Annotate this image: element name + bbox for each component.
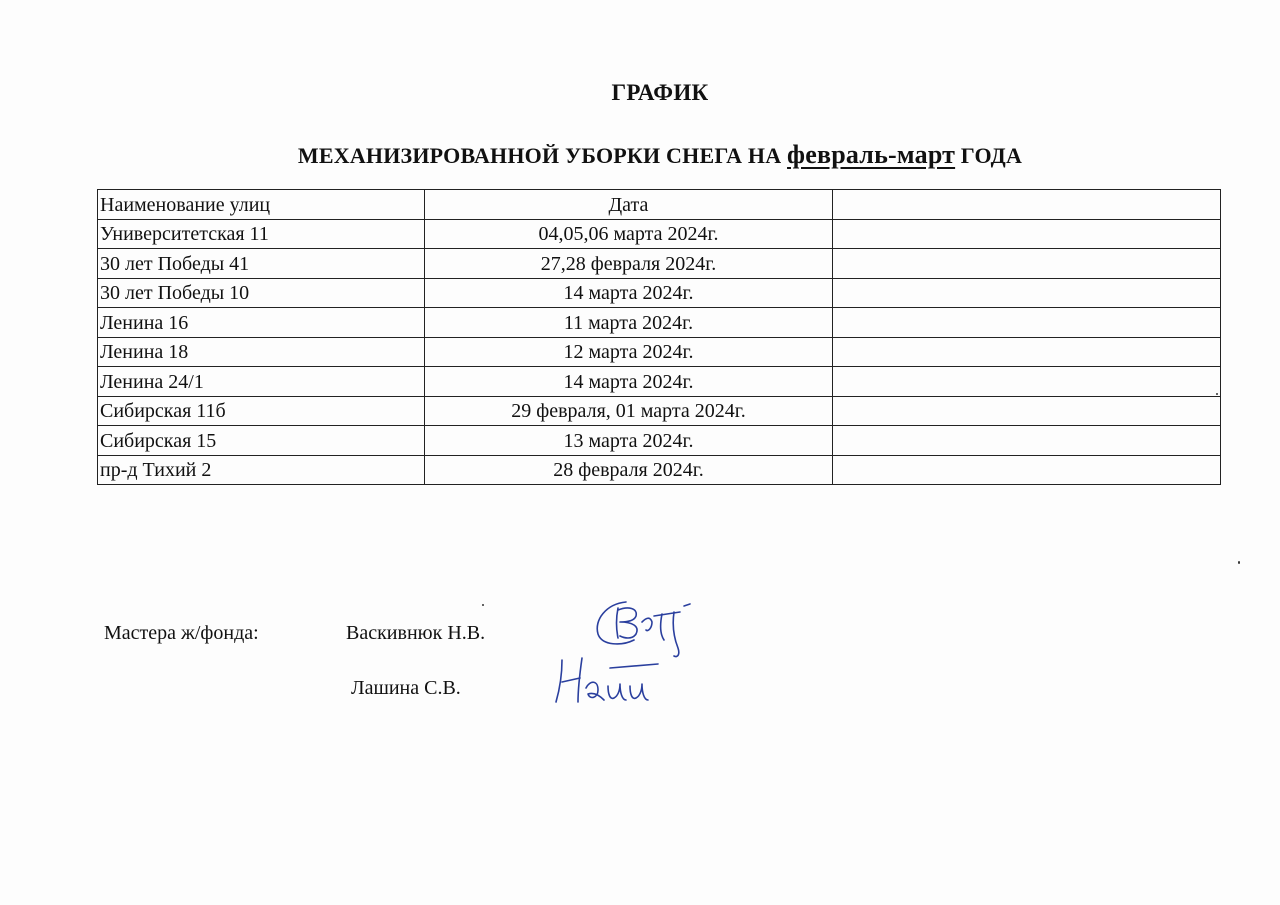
table-row bbox=[98, 337, 1221, 367]
street-cell: Университетская 11 bbox=[98, 219, 425, 249]
document-title: ГРАФИК bbox=[611, 80, 709, 105]
scan-speck bbox=[1216, 393, 1218, 395]
table-row bbox=[98, 278, 1221, 308]
signatures-label: Мастера ж/фонда: bbox=[104, 622, 259, 644]
extra-cell bbox=[833, 278, 1221, 308]
extra-cell bbox=[833, 455, 1221, 485]
table-header-row bbox=[98, 190, 1221, 220]
date-cell: 12 марта 2024г. bbox=[424, 337, 833, 367]
table-row bbox=[98, 308, 1221, 338]
date-cell: 04,05,06 марта 2024г. bbox=[424, 219, 833, 249]
date-cell: 29 февраля, 01 марта 2024г. bbox=[424, 396, 833, 426]
scan-speck bbox=[1238, 561, 1240, 564]
subtitle-prefix: МЕХАНИЗИРОВАННОЙ УБОРКИ СНЕГА НА bbox=[297, 143, 788, 168]
street-cell: Сибирская 15 bbox=[98, 426, 425, 456]
header-date: Дата bbox=[424, 190, 833, 220]
handwritten-signature-2 bbox=[548, 648, 668, 708]
extra-cell bbox=[833, 396, 1221, 426]
table-row bbox=[98, 455, 1221, 485]
date-cell: 28 февраля 2024г. bbox=[424, 455, 833, 485]
date-cell: 11 марта 2024г. bbox=[424, 308, 833, 338]
street-cell: 30 лет Победы 10 bbox=[98, 278, 425, 308]
table-row bbox=[98, 396, 1221, 426]
date-cell: 13 марта 2024г. bbox=[424, 426, 833, 456]
schedule-table bbox=[97, 189, 1221, 485]
extra-cell bbox=[833, 337, 1221, 367]
street-cell: Сибирская 11б bbox=[98, 396, 425, 426]
extra-cell bbox=[833, 367, 1221, 397]
extra-cell bbox=[833, 249, 1221, 279]
table-row bbox=[98, 426, 1221, 456]
table-row bbox=[98, 219, 1221, 249]
table-row bbox=[98, 249, 1221, 279]
signatory-name-1: Васкивнюк Н.В. bbox=[346, 622, 486, 644]
signatory-name-2: Лашина С.В. bbox=[351, 677, 461, 699]
extra-cell bbox=[833, 219, 1221, 249]
header-street: Наименование улиц bbox=[98, 190, 425, 220]
subtitle-period: февраль-март bbox=[787, 140, 956, 169]
scan-speck bbox=[482, 604, 484, 606]
extra-cell bbox=[833, 308, 1221, 338]
header-extra bbox=[833, 190, 1221, 220]
date-cell: 27,28 февраля 2024г. bbox=[424, 249, 833, 279]
extra-cell bbox=[833, 426, 1221, 456]
document-subtitle bbox=[0, 140, 1280, 170]
street-cell: Ленина 24/1 bbox=[98, 367, 425, 397]
street-cell: Ленина 16 bbox=[98, 308, 425, 338]
subtitle-suffix: ГОДА bbox=[955, 143, 1023, 168]
street-cell: пр-д Тихий 2 bbox=[98, 455, 425, 485]
date-cell: 14 марта 2024г. bbox=[424, 278, 833, 308]
date-cell: 14 марта 2024г. bbox=[424, 367, 833, 397]
street-cell: 30 лет Победы 41 bbox=[98, 249, 425, 279]
table-row bbox=[98, 367, 1221, 397]
street-cell: Ленина 18 bbox=[98, 337, 425, 367]
